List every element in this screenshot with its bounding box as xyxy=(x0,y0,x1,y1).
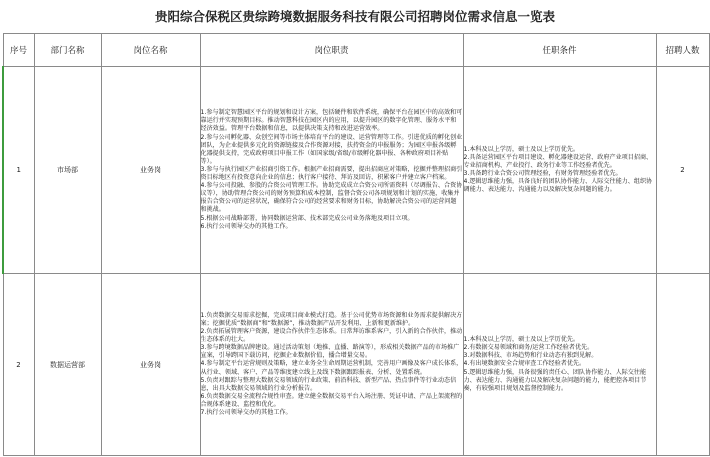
req-item: 2.具备运营园区平台项目建设、孵化器建设运营、政府产业项目招商、专业招商机构、产业投行、政务行业等工作经验者优先。 xyxy=(463,153,653,169)
sheet-title: 贵阳综合保税区贵综跨境数据服务科技有限公司招聘岗位需求信息一览表 xyxy=(154,9,555,24)
row-count xyxy=(656,274,709,456)
col-header-reqs: 任职条件 xyxy=(463,34,656,67)
row-duties xyxy=(200,67,463,274)
row-reqs xyxy=(463,274,656,456)
row-duties xyxy=(200,274,463,456)
row-count: 2 xyxy=(656,67,709,274)
duty-item: 4.参与公司投融、参股的合资公司管理工作。协助完成成立合资公司所需资料（尽调报告、合资协议等），协助管理合资公司的财务预算和成本控制，监督合资公司各项规划和计划的实施，收集并报告合资公司的运营状况，确保符合公司的经营要求和财务目标，协助解决合资公司的运营问题和挑战。 xyxy=(200,182,463,214)
duty-item: 4.参与制定平台运营规则及策略，建立业务全生命周期运营机制，完善用户画像及客户成长体系，从行业、领域、客户、产品等维度建立线上及线下数据跟踪报表、分析、处置系统。 xyxy=(200,360,463,376)
req-item: 1.本科及以上学历，硕士及以上学历优先。 xyxy=(463,336,580,344)
row-no: 2 xyxy=(3,274,34,456)
req-item: 5.逻辑思维能力强，具备很强的责任心、团队协作能力、人际交往能力、表达能力、沟通能力以及解决复杂问题的能力，能把控各项目节奏，有较强项目规划及监督控制能力。 xyxy=(463,368,647,392)
positions-table xyxy=(2,33,710,456)
table-row xyxy=(3,67,709,274)
col-header-duties: 岗位职责 xyxy=(200,34,463,67)
req-item: 3.对数据科技、市场趋势和行业动态有独到见解。 xyxy=(463,352,598,360)
duty-item: 3.参与与执行园区产业招商引资工作。根据产业招商需要，提出招商应对策略，挖掘并整理招商引资目标地区有投资意向企业的信息；执行客户接待、拜访及回访，积累客户并建立客户档案。 xyxy=(200,165,463,182)
row-no: 1 xyxy=(3,67,34,274)
duty-item: 1.参与制定智慧园区平台的规划和设计方案，包括硬件和软件系统，确保平台在园区中的高效和可靠运行并实现预期目标。推动智慧科技在园区内的应用，以提升园区的数字化管理、服务水平和经济效益。管理平台数据和信息，以提供决策支持和改进运营效率。 xyxy=(200,109,463,133)
req-item: 3.具备跨行业合资公司管理经验，有财务管理经验者优先。 xyxy=(463,170,622,177)
req-item: 4.有出境数据安全合规审查工作经验者优先。 xyxy=(463,360,586,368)
row-post: 业务岗 xyxy=(101,67,200,274)
row-dept: 市场部 xyxy=(34,67,101,274)
duty-item: 5.根据公司战略部署，协同数据运营部、技术部完成公司业务落地及项目立项。 xyxy=(200,214,414,222)
duty-item: 5.负责对跟踪与整理大数据交易领域的行业政策、前沿科技、新型产品、热点事件等行业动态信息，出具大数据交易领域的行业分析报告。 xyxy=(200,376,457,392)
duty-item: 6.负责数据交易全流程合规性审查。建立健全数据交易平台入场注册、凭证申请、产品上架流程的合规体系建设、监控和优化。 xyxy=(200,392,463,408)
col-header-no: 序号 xyxy=(3,34,34,67)
col-header-dept: 部门名称 xyxy=(34,34,101,67)
duty-item: 6.执行公司领导交办的其他工作。 xyxy=(200,222,292,230)
table-row xyxy=(3,274,709,456)
req-item: 2.有数据交易领域和商务/运营工作经验者优先。 xyxy=(463,344,594,352)
duty-item: 3.参与跨境数据品牌建设。通过活动策划（地推、直播、路演等），形成相关数据产品的市场推广宣案，引导跨国下载访问，挖掘企业数据价值，播合增量交易。 xyxy=(200,344,460,360)
req-item: 1.本科及以上学历，硕士及以上学历优先。 xyxy=(463,145,580,153)
req-item: 4.逻辑思维能力强，具备良好的团队协作能力、人际交往能力、组织协调能力、表达能力、沟通能力以及解决复杂问题的能力。 xyxy=(463,178,653,194)
duty-item: 2.负责拓展管理客户资源，建设合作伙伴生态体系。日常拜访维系客户，引入新的合作伙伴，推动生态体系的壮大。 xyxy=(200,328,463,344)
col-header-post: 岗位名称 xyxy=(101,34,200,67)
row-post: 业务岗 xyxy=(101,274,200,456)
row-dept: 数据运营部 xyxy=(34,274,101,456)
row-reqs xyxy=(463,67,656,274)
duty-item: 1.负责数据交易需求挖掘，完成项目商业模式打造。基于公司优势市场资源和业务需求提供解决方案；挖掘优质“数据商”和“数据源”，推动数据产品开发利用、上新和更新维护。 xyxy=(200,311,463,327)
duty-item: 2.参与公司孵化器、众创空间等市场主体培育平台的建设、运营管理等工作。引进优质的孵化创业团队，为企业提供多元化的资源链接及合作资源对接，扶持资金的申报服务；为园区申报各级孵化器提供支持，完成政府项目申报工作（如国家级/省级/市级孵化器申报、各种政府项目补贴等）。 xyxy=(200,133,463,165)
col-header-count: 招聘人数 xyxy=(656,34,709,67)
duty-item: 7.执行公司领导交办的其他工作。 xyxy=(200,409,292,417)
header-row xyxy=(3,34,709,67)
